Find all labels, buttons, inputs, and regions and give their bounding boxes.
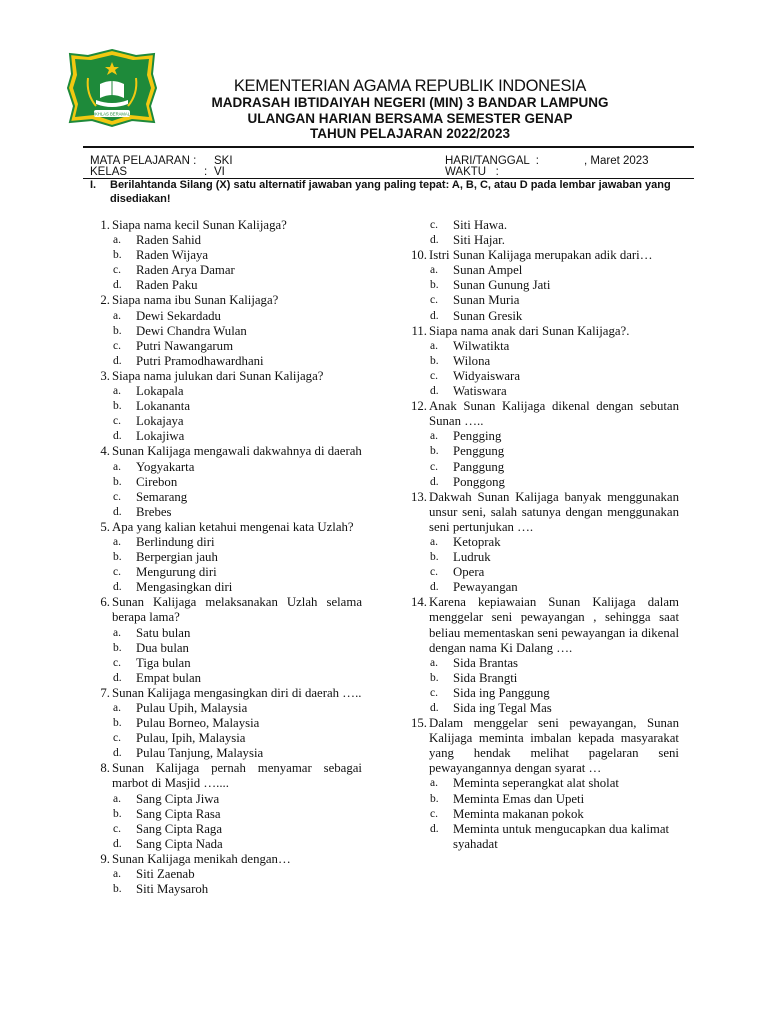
- option-letter: a.: [113, 234, 121, 247]
- option-text: Sida Brantas: [453, 655, 519, 670]
- answer-option: [403, 339, 679, 354]
- option-letter: b.: [430, 354, 439, 367]
- answer-option: [86, 278, 362, 293]
- answer-option: [403, 278, 679, 293]
- option-text: Sang Cipta Raga: [136, 821, 223, 836]
- answer-option: [86, 399, 362, 414]
- option-text: Siti Hawa.: [453, 218, 508, 232]
- option-text: Tiga bulan: [136, 655, 191, 670]
- option-letter: c.: [430, 686, 438, 699]
- question-number: 13.: [411, 489, 427, 504]
- question-9: [86, 852, 362, 867]
- question-text: Siapa nama kecil Sunan Kalijaga?: [112, 218, 287, 232]
- questions-right-column: [403, 218, 679, 852]
- question-number: 15.: [411, 716, 427, 731]
- option-letter: c.: [113, 264, 121, 277]
- answer-option: [86, 490, 362, 505]
- option-text: Sida ing Tegal Mas: [453, 701, 552, 715]
- answer-option: [86, 746, 362, 761]
- option-letter: b.: [430, 671, 439, 684]
- option-letter: d.: [113, 747, 122, 760]
- question-text: Dalam menggelar seni pewayangan, Sunan Kalijaga meminta imbalan kepada masyarakat yang hendak melihat pagelaran seni pewayangannya dengan syarat …: [429, 716, 679, 776]
- question-number: 9.: [100, 851, 110, 866]
- answer-option: [403, 475, 679, 490]
- option-letter: d.: [113, 671, 122, 684]
- question-text: Siapa nama julukan dari Sunan Kalijaga?: [112, 368, 324, 383]
- question-number: 11.: [411, 323, 427, 338]
- answer-option: [403, 233, 679, 248]
- option-text: Empat bulan: [136, 670, 202, 685]
- option-letter: a.: [113, 309, 121, 322]
- answer-option: [86, 867, 362, 882]
- answer-option: [403, 656, 679, 671]
- option-text: Widyaiswara: [453, 368, 520, 383]
- option-letter: c.: [430, 219, 438, 231]
- answer-option: [86, 626, 362, 641]
- option-text: Mengurung diri: [136, 565, 217, 580]
- answer-option: [403, 807, 679, 822]
- answer-option: [403, 580, 679, 595]
- question-11: [403, 324, 679, 339]
- option-letter: b.: [113, 400, 122, 413]
- option-text: Putri Nawangarum: [136, 338, 234, 353]
- option-text: Meminta makanan pokok: [453, 806, 584, 821]
- option-text: Meminta untuk mengucapkan dua kalimat syahadat: [453, 821, 670, 851]
- answer-option: [403, 429, 679, 444]
- answer-option: [403, 369, 679, 384]
- option-letter: a.: [430, 339, 438, 352]
- option-text: Sunan Ampel: [453, 263, 523, 278]
- question-text: Siapa nama anak dari Sunan Kalijaga?.: [429, 323, 630, 338]
- date-value: , Maret 2023: [584, 155, 649, 167]
- option-letter: b.: [113, 641, 122, 654]
- answer-option: [86, 475, 362, 490]
- option-text: Siti Maysaroh: [136, 882, 209, 897]
- option-letter: a.: [113, 792, 121, 805]
- question-text: Dakwah Sunan Kalijaga banyak menggunakan unsur seni, salah satunya dengan menggunakan seni pertunjukan ….: [429, 489, 679, 534]
- answer-option: [403, 309, 679, 324]
- answer-option: [86, 882, 362, 897]
- question-text: Sunan Kalijaga melaksanakan Uzlah selama berapa lama?: [112, 595, 362, 625]
- answer-option: [403, 671, 679, 686]
- question-text: Sunan Kalijaga pernah menyamar sebagai marbot di Masjid …....: [112, 761, 362, 791]
- option-letter: a.: [430, 535, 438, 548]
- question-14: [403, 595, 679, 655]
- option-letter: c.: [113, 490, 121, 503]
- answer-option: [403, 218, 679, 233]
- option-letter: c.: [430, 566, 438, 579]
- questions-left-column: [86, 218, 362, 897]
- answer-option: [86, 716, 362, 731]
- option-letter: b.: [113, 807, 122, 820]
- option-letter: a.: [113, 868, 121, 881]
- question-number: 7.: [100, 685, 110, 700]
- option-letter: c.: [113, 566, 121, 579]
- option-text: Wilwatikta: [453, 338, 510, 353]
- option-text: Semarang: [136, 489, 188, 504]
- option-text: Lokajaya: [136, 414, 184, 429]
- option-text: Pulau Upih, Malaysia: [136, 701, 248, 715]
- option-text: Meminta seperangkat alat sholat: [453, 776, 619, 791]
- option-letter: d.: [113, 505, 122, 518]
- question-text: Sunan Kalijaga mengawali dakwahnya di daerah: [112, 444, 362, 459]
- answer-option: [86, 384, 362, 399]
- question-3: [86, 369, 362, 384]
- answer-option: [403, 263, 679, 278]
- option-text: Mengasingkan diri: [136, 580, 233, 595]
- option-text: Siti Hajar.: [453, 233, 505, 248]
- exam-title: ULANGAN HARIAN BERSAMA SEMESTER GENAP: [247, 111, 573, 126]
- option-letter: a.: [113, 460, 121, 473]
- answer-option: [86, 822, 362, 837]
- question-8: [86, 761, 362, 791]
- question-number: 4.: [100, 444, 110, 459]
- answer-option: [86, 339, 362, 354]
- answer-option: [86, 309, 362, 324]
- answer-option: [86, 429, 362, 444]
- option-text: Panggung: [453, 459, 505, 474]
- option-letter: b.: [430, 279, 439, 292]
- option-letter: c.: [430, 460, 438, 473]
- question-2: [86, 293, 362, 308]
- option-text: Berlindung diri: [136, 534, 215, 549]
- option-letter: a.: [113, 385, 121, 398]
- school-name: MADRASAH IBTIDAIYAH NEGERI (MIN) 3 BANDAR LAMPUNG: [211, 95, 609, 110]
- option-text: Opera: [453, 565, 485, 580]
- option-letter: a.: [113, 535, 121, 548]
- question-text: Karena kepiawaian Sunan Kalijaga dalam menggelar seni pewayangan , sehingga saat beliau mementaskan seni pewayangan ia dikenal dengan nama Ki Dalang ….: [429, 595, 679, 655]
- answer-option: [403, 293, 679, 308]
- option-letter: d.: [430, 822, 439, 835]
- class-label: KELAS: [90, 166, 128, 178]
- question-number: 2.: [100, 293, 110, 308]
- option-text: Pewayangan: [453, 580, 518, 595]
- option-text: Pulau Borneo, Malaysia: [136, 716, 260, 731]
- option-text: Penggung: [453, 444, 505, 459]
- option-letter: b.: [113, 717, 122, 730]
- option-letter: a.: [430, 430, 438, 443]
- option-text: Lokajiwa: [136, 429, 185, 444]
- answer-option: [86, 807, 362, 822]
- question-number: 3.: [100, 368, 110, 383]
- option-letter: d.: [430, 385, 439, 398]
- date-label: HARI/TANGGAL :: [445, 155, 539, 167]
- option-text: Pulau Tanjung, Malaysia: [136, 746, 264, 761]
- option-text: Watiswara: [453, 384, 507, 399]
- answer-option: [403, 701, 679, 716]
- option-text: Sang Cipta Nada: [136, 836, 223, 851]
- answer-option: [86, 248, 362, 263]
- answer-option: [403, 792, 679, 807]
- option-letter: d.: [113, 837, 122, 850]
- logo-motto: IKHLAS BERAMAL: [93, 111, 131, 117]
- question-number: 6.: [100, 595, 110, 610]
- option-letter: c.: [430, 369, 438, 382]
- option-letter: a.: [430, 264, 438, 277]
- question-number: 14.: [411, 595, 427, 610]
- question-text: Istri Sunan Kalijaga merupakan adik dari…: [429, 248, 653, 263]
- question-12: [403, 399, 679, 429]
- answer-option: [86, 324, 362, 339]
- option-letter: b.: [430, 551, 439, 564]
- option-letter: d.: [430, 702, 439, 714]
- option-text: Putri Pramodhawardhani: [136, 353, 264, 368]
- answer-option: [86, 460, 362, 475]
- question-1: [86, 218, 362, 233]
- option-letter: d.: [113, 430, 122, 443]
- header-divider: [83, 146, 694, 148]
- question-4: [86, 444, 362, 459]
- answer-option: [86, 550, 362, 565]
- question-5: [86, 520, 362, 535]
- instructions: [90, 179, 690, 206]
- question-number: 8.: [100, 761, 110, 776]
- class-value: VI: [214, 166, 225, 178]
- option-text: Sunan Muria: [453, 293, 520, 308]
- option-text: Ketoprak: [453, 534, 501, 549]
- option-text: Satu bulan: [136, 625, 191, 640]
- option-text: Pulau, Ipih, Malaysia: [136, 731, 246, 746]
- question-6: [86, 595, 362, 625]
- option-text: Sunan Gunung Jati: [453, 278, 551, 293]
- option-letter: b.: [113, 475, 122, 488]
- answer-option: [86, 580, 362, 595]
- answer-option: [86, 535, 362, 550]
- option-letter: d.: [113, 581, 122, 594]
- ministry-title: KEMENTERIAN AGAMA REPUBLIK INDONESIA: [233, 77, 587, 95]
- option-letter: a.: [430, 656, 438, 669]
- option-letter: b.: [430, 792, 439, 805]
- answer-option: [86, 671, 362, 686]
- answer-option: [403, 550, 679, 565]
- ministry-logo: [66, 48, 158, 128]
- section-number: I.: [90, 179, 97, 191]
- answer-option: [403, 354, 679, 369]
- answer-option: [86, 505, 362, 520]
- question-text: Sunan Kalijaga mengasingkan diri di daerah …..: [112, 685, 362, 700]
- subject-label: MATA PELAJARAN :: [90, 155, 197, 167]
- option-text: Sang Cipta Rasa: [136, 806, 221, 821]
- option-text: Lokananta: [136, 399, 191, 414]
- question-number: 5.: [100, 519, 110, 534]
- option-letter: d.: [113, 279, 122, 292]
- option-text: Dewi Sekardadu: [136, 308, 221, 323]
- question-text: Anak Sunan Kalijaga dikenal dengan sebutan Sunan …..: [429, 399, 679, 429]
- question-text: Apa yang kalian ketahui mengenai kata Uzlah?: [112, 519, 354, 534]
- answer-option: [86, 701, 362, 716]
- answer-option: [86, 641, 362, 656]
- answer-option: [86, 792, 362, 807]
- academic-year: TAHUN PELAJARAN 2022/2023: [309, 126, 511, 141]
- option-text: Meminta Emas dan Upeti: [453, 791, 585, 806]
- option-letter: b.: [430, 445, 439, 458]
- answer-option: [403, 822, 679, 852]
- question-10: [403, 248, 679, 263]
- option-letter: c.: [113, 339, 121, 352]
- option-letter: c.: [430, 294, 438, 307]
- question-7: [86, 686, 362, 701]
- option-text: Wilona: [453, 353, 491, 368]
- option-text: Raden Wijaya: [136, 248, 209, 263]
- option-text: Dua bulan: [136, 640, 189, 655]
- answer-option: [86, 354, 362, 369]
- answer-option: [403, 535, 679, 550]
- option-letter: c.: [113, 732, 121, 745]
- answer-option: [403, 686, 679, 701]
- answer-option: [403, 444, 679, 459]
- time-label: WAKTU :: [445, 166, 499, 178]
- option-text: Yogyakarta: [136, 459, 195, 474]
- instructions-text: Berilahtanda Silang (X) satu alternatif jawaban yang paling tepat: A, B, C, atau D pada lembar jawaban yang disediakan!: [110, 179, 671, 205]
- answer-option: [86, 837, 362, 852]
- option-text: Ludruk: [453, 550, 491, 565]
- question-number: 12.: [411, 399, 427, 414]
- option-letter: a.: [113, 702, 121, 714]
- option-letter: c.: [113, 415, 121, 428]
- option-letter: d.: [430, 475, 439, 488]
- option-letter: d.: [430, 309, 439, 322]
- question-text: Sunan Kalijaga menikah dengan…: [112, 851, 291, 866]
- subject-value: SKI: [214, 155, 233, 167]
- option-text: Dewi Chandra Wulan: [136, 323, 247, 338]
- option-text: Raden Arya Damar: [136, 263, 235, 278]
- option-text: Cirebon: [136, 474, 178, 489]
- option-letter: d.: [430, 234, 439, 247]
- answer-option: [86, 233, 362, 248]
- option-letter: b.: [113, 551, 122, 564]
- answer-option: [86, 263, 362, 278]
- option-letter: c.: [113, 656, 121, 669]
- question-number: 1.: [100, 218, 110, 232]
- option-letter: b.: [113, 324, 122, 337]
- option-letter: a.: [430, 777, 438, 790]
- answer-option: [86, 565, 362, 580]
- answer-option: [403, 460, 679, 475]
- option-text: Ponggong: [453, 474, 505, 489]
- option-letter: c.: [113, 822, 121, 835]
- option-letter: a.: [113, 626, 121, 639]
- answer-option: [403, 776, 679, 791]
- option-letter: d.: [430, 581, 439, 594]
- question-number: 10.: [411, 248, 427, 263]
- option-text: Raden Sahid: [136, 233, 202, 248]
- option-text: Raden Paku: [136, 278, 198, 293]
- option-letter: b.: [113, 883, 122, 896]
- option-text: Lokapala: [136, 384, 184, 399]
- answer-option: [86, 656, 362, 671]
- answer-option: [86, 731, 362, 746]
- option-text: Pengging: [453, 429, 502, 444]
- option-text: Brebes: [136, 504, 172, 519]
- option-text: Sida Brangti: [453, 670, 518, 685]
- option-text: Sida ing Panggung: [453, 685, 550, 700]
- option-letter: d.: [113, 354, 122, 367]
- option-text: Berpergian jauh: [136, 550, 218, 565]
- option-letter: b.: [113, 249, 122, 262]
- answer-option: [86, 414, 362, 429]
- question-15: [403, 716, 679, 776]
- option-text: Sang Cipta Jiwa: [136, 791, 220, 806]
- option-text: Siti Zaenab: [136, 867, 195, 882]
- question-13: [403, 490, 679, 535]
- option-text: Sunan Gresik: [453, 308, 523, 323]
- answer-option: [403, 384, 679, 399]
- question-text: Siapa nama ibu Sunan Kalijaga?: [112, 293, 279, 308]
- answer-option: [403, 565, 679, 580]
- class-separator: :: [204, 166, 208, 178]
- option-letter: c.: [430, 807, 438, 820]
